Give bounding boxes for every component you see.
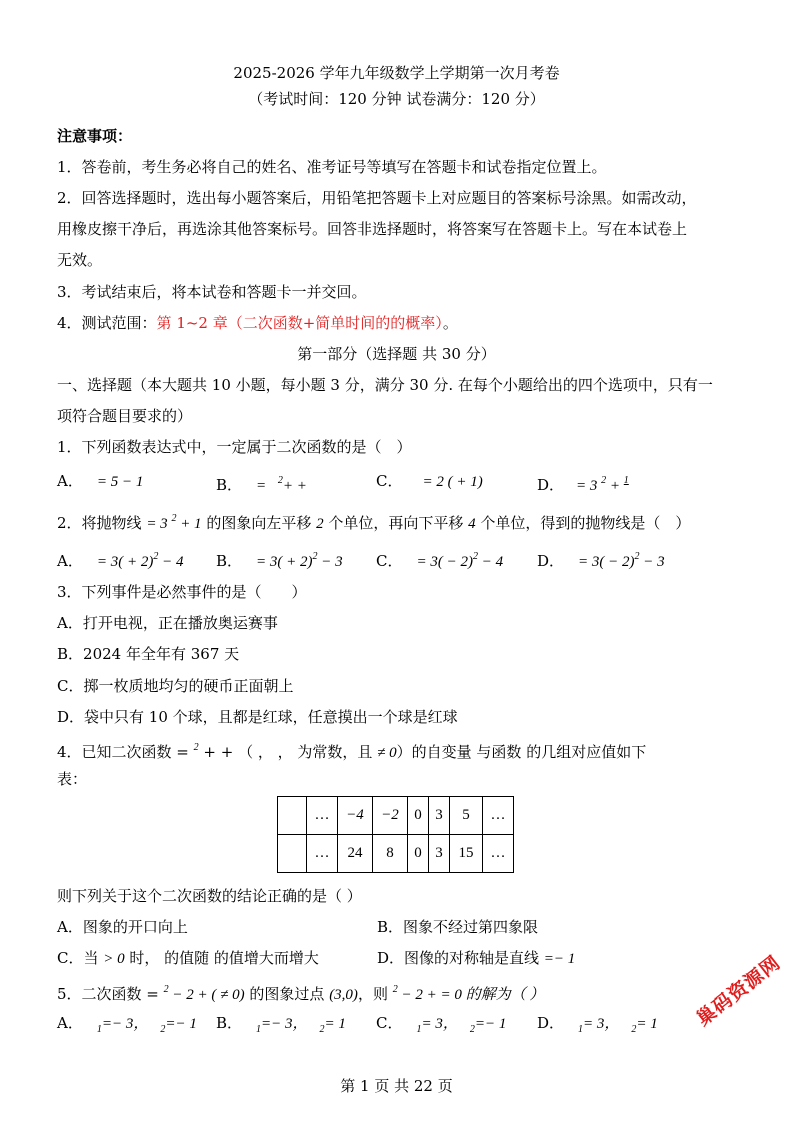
q1-option-c-label: C．	[376, 472, 403, 490]
q2-option-b-expr-2: − 3	[317, 554, 343, 570]
q3-option-c: C．掷一枚质地均匀的硬币正面朝上	[57, 677, 294, 695]
q2-shift-left: 2	[316, 516, 324, 532]
q4-condition: ≠ 0	[377, 745, 397, 761]
q5-option-a-x2: =− 1	[165, 1016, 197, 1032]
q4-stem-line-1	[57, 739, 741, 762]
table-cell: …	[483, 797, 514, 835]
q5-option-d-sub-2: 2	[631, 1024, 637, 1035]
table-cell	[278, 835, 307, 873]
q5-option-b-label: B．	[216, 1014, 243, 1032]
q2-stem-3: 个单位，再向下平移	[323, 514, 469, 532]
q5-condition: ≠ 0)	[220, 987, 245, 1003]
q5-option-c-x1: = 3，	[421, 1016, 458, 1032]
q5-option-a	[57, 1014, 197, 1039]
notice-item-4-prefix: 4．测试范围：	[57, 314, 157, 332]
q2-stem-4: 个单位，得到的抛物线是（ ）	[475, 514, 691, 532]
q2-stem	[57, 510, 741, 533]
q2-parabola-exponent: 2	[171, 513, 177, 524]
q5-option-c-sub-1: 1	[416, 1024, 422, 1035]
q5-option-b-x2: = 1	[324, 1016, 346, 1032]
q2-option-d-exponent: 2	[634, 551, 640, 562]
q4-stem-line-2: 表：	[57, 770, 88, 788]
table-cell: 0	[408, 797, 429, 835]
table-cell: −4	[338, 797, 373, 835]
exam-title: 2025-2026 学年九年级数学上学期第一次月考卷	[233, 64, 560, 82]
q5-option-d-label: D．	[537, 1014, 565, 1032]
watermark-stamp: 巢码资源网	[692, 951, 785, 1031]
q4-stem-part-b: + + （ ， ， 为常数，且	[198, 743, 378, 761]
q2-option-c-label: C．	[376, 552, 403, 570]
q3-stem: 3．下列事件是必然事件的是（ ）	[57, 583, 307, 601]
q1-option-b-expr-2: + +	[282, 478, 307, 494]
q5-option-c-x2: =− 1	[474, 1016, 507, 1032]
q2-option-c-expr-2: − 4	[477, 554, 504, 570]
table-row	[278, 797, 514, 835]
q1-option-b-label: B．	[216, 476, 243, 494]
q5-option-a-x1: =− 3，	[101, 1016, 149, 1032]
q1-option-d-exponent: 2	[601, 475, 607, 486]
q1-option-d-label: D．	[537, 476, 565, 494]
exam-subtitle: （考试时间：120 分钟 试卷满分：120 分）	[248, 90, 545, 108]
q4-option-d-part-1: D．图像的对称轴是直线	[377, 949, 544, 967]
table-cell	[278, 797, 307, 835]
q1-option-d-fraction: 1	[623, 475, 629, 486]
q1-option-c-expr: = 2 ( + 1)	[422, 474, 483, 490]
q1-option-a	[57, 472, 143, 491]
q1-stem: 1．下列函数表达式中，一定属于二次函数的是（ ）	[57, 438, 412, 456]
table-cell: …	[307, 835, 338, 873]
q1-option-b	[216, 472, 307, 495]
notice-item-2-line-1: 2．回答选择题时，选出每小题答案后，用铅笔把答题卡上对应题目的答案标号涂黑。如需改动，	[57, 189, 697, 207]
q5-option-d	[537, 1014, 658, 1039]
q5-option-b-x1: =− 3，	[261, 1016, 308, 1032]
q5-exponent-1: 2	[163, 984, 169, 995]
notice-item-2-line-3: 无效。	[57, 251, 103, 269]
q2-parabola-expr-1: = 3	[146, 516, 172, 532]
q2-parabola-expr-2: + 1	[176, 516, 202, 532]
q2-option-d-expr-2: − 3	[639, 554, 665, 570]
q2-option-b-expr-1: = 3( + 2)	[256, 554, 313, 570]
q4-value-table	[277, 796, 514, 873]
q1-option-d	[537, 472, 629, 495]
q1-option-c	[376, 472, 483, 491]
notice-item-2-line-2: 用橡皮擦干净后，再选涂其他答案标号。回答非选择题时，将答案写在答题卡上。写在本试卷上	[57, 220, 688, 238]
q4-option-a: A．图象的开口向上	[57, 918, 188, 936]
q5-option-b-sub-1: 1	[256, 1024, 262, 1035]
q5-option-d-sub-1: 1	[578, 1024, 584, 1035]
q5-stem-5: − 2 + = 0 的解为（ ）	[397, 987, 545, 1003]
q5-option-c	[376, 1014, 506, 1039]
q5-option-a-sub-1: 1	[96, 1024, 102, 1035]
q5-point: (3,0)	[329, 987, 358, 1003]
q5-option-a-label: A．	[57, 1014, 83, 1032]
q2-option-b	[216, 548, 343, 571]
q2-shift-down: 4	[468, 516, 476, 532]
q5-option-b-sub-2: 2	[319, 1024, 325, 1035]
table-cell: 5	[450, 797, 483, 835]
q2-option-a-label: A．	[57, 552, 83, 570]
test-range: 第 1~2 章（二次函数+简单时间的的概率）	[156, 314, 443, 332]
q2-option-d-label: D．	[537, 552, 565, 570]
q1-option-d-expr-2: +	[606, 478, 624, 494]
q1-option-b-expr-1: =	[256, 478, 270, 494]
notice-item-3: 3．考试结束后，将本试卷和答题卡一并交回。	[57, 283, 367, 301]
q4-option-b: B．图象不经过第四象限	[377, 918, 539, 936]
table-cell: 8	[373, 835, 408, 873]
q3-option-a: A．打开电视，正在播放奥运赛事	[57, 614, 278, 632]
table-cell: 0	[408, 835, 429, 873]
q2-stem-2: 的图象向左平移	[201, 514, 317, 532]
q2-option-c-expr-1: = 3( − 2)	[416, 554, 473, 570]
q4-option-c	[57, 949, 319, 968]
q2-option-a	[57, 548, 183, 571]
table-cell: 24	[338, 835, 373, 873]
notice-item-1: 1．答卷前，考生务必将自己的姓名、准考证号等填写在答题卡和试卷指定位置上。	[57, 158, 607, 176]
q5-option-d-x1: = 3，	[583, 1016, 620, 1032]
q5-stem-4: ，则	[357, 985, 393, 1003]
q4-stem-part-c: ）的自变量 与函数 的几组对应值如下	[396, 743, 647, 761]
q5-option-d-x2: = 1	[636, 1016, 658, 1032]
q1-option-d-expr-1: = 3	[576, 478, 602, 494]
section-1-line-2: 项符合题目要求的）	[57, 407, 193, 425]
q5-stem-2: − 2 + (	[168, 987, 221, 1003]
table-cell: 3	[429, 835, 450, 873]
q4-option-d-expr: =− 1	[543, 951, 576, 967]
q3-option-d: D．袋中只有 10 个球，且都是红球，任意摸出一个球是红球	[57, 708, 458, 726]
q1-option-a-label: A．	[57, 472, 83, 490]
part-1-heading: 第一部分（选择题 共 30 分）	[297, 345, 496, 363]
q1-option-b-exponent: 2	[277, 475, 283, 486]
table-cell: 15	[450, 835, 483, 873]
section-1-line-1: 一、选择题（本大题共 10 小题，每小题 3 分，满分 30 分. 在每个小题给出的四个选项中，只有一	[57, 376, 713, 394]
q3-option-b: B．2024 年全年有 367 天	[57, 645, 240, 663]
q4-followup: 则下列关于这个二次函数的结论正确的是（ ）	[57, 887, 362, 905]
q4-stem-part-a: 4．已知二次函数 =	[57, 743, 194, 761]
q2-option-a-exponent: 2	[153, 551, 159, 562]
notice-item-4-suffix: 。	[442, 314, 458, 332]
q5-exponent-2: 2	[392, 984, 398, 995]
q1-option-a-expr: = 5 − 1	[96, 474, 144, 490]
q2-option-b-exponent: 2	[312, 551, 318, 562]
q2-option-c	[376, 548, 503, 571]
q5-option-c-sub-2: 2	[469, 1024, 475, 1035]
page-number: 第 1 页 共 22 页	[340, 1077, 453, 1095]
q4-option-c-part-2: 时， 的值随 的值增大而增大	[124, 949, 319, 967]
table-cell: …	[307, 797, 338, 835]
notice-item-4	[57, 314, 741, 332]
q5-option-c-label: C．	[376, 1014, 403, 1032]
table-cell: …	[483, 835, 514, 873]
q5-stem-1: 5．二次函数 =	[57, 985, 164, 1003]
q4-option-c-condition: > 0	[103, 951, 125, 967]
q5-stem	[57, 981, 741, 1004]
q2-option-a-expr-1: = 3( + 2)	[96, 554, 154, 570]
notice-heading: 注意事项：	[57, 127, 133, 145]
table-cell: −2	[373, 797, 408, 835]
q4-exponent: 2	[193, 742, 199, 753]
q5-option-b	[216, 1014, 346, 1039]
table-row	[278, 835, 514, 873]
q5-option-a-sub-2: 2	[160, 1024, 166, 1035]
table-cell: 3	[429, 797, 450, 835]
q2-option-c-exponent: 2	[472, 551, 478, 562]
q4-option-d	[377, 949, 575, 968]
q2-option-d	[537, 548, 665, 571]
q2-option-d-expr-1: = 3( − 2)	[578, 554, 635, 570]
q5-stem-3: 的图象过点	[244, 985, 330, 1003]
q2-option-a-expr-2: − 4	[158, 554, 184, 570]
q4-option-c-part-1: C．当	[57, 949, 104, 967]
q2-option-b-label: B．	[216, 552, 243, 570]
q2-stem-1: 2．将抛物线	[57, 514, 147, 532]
